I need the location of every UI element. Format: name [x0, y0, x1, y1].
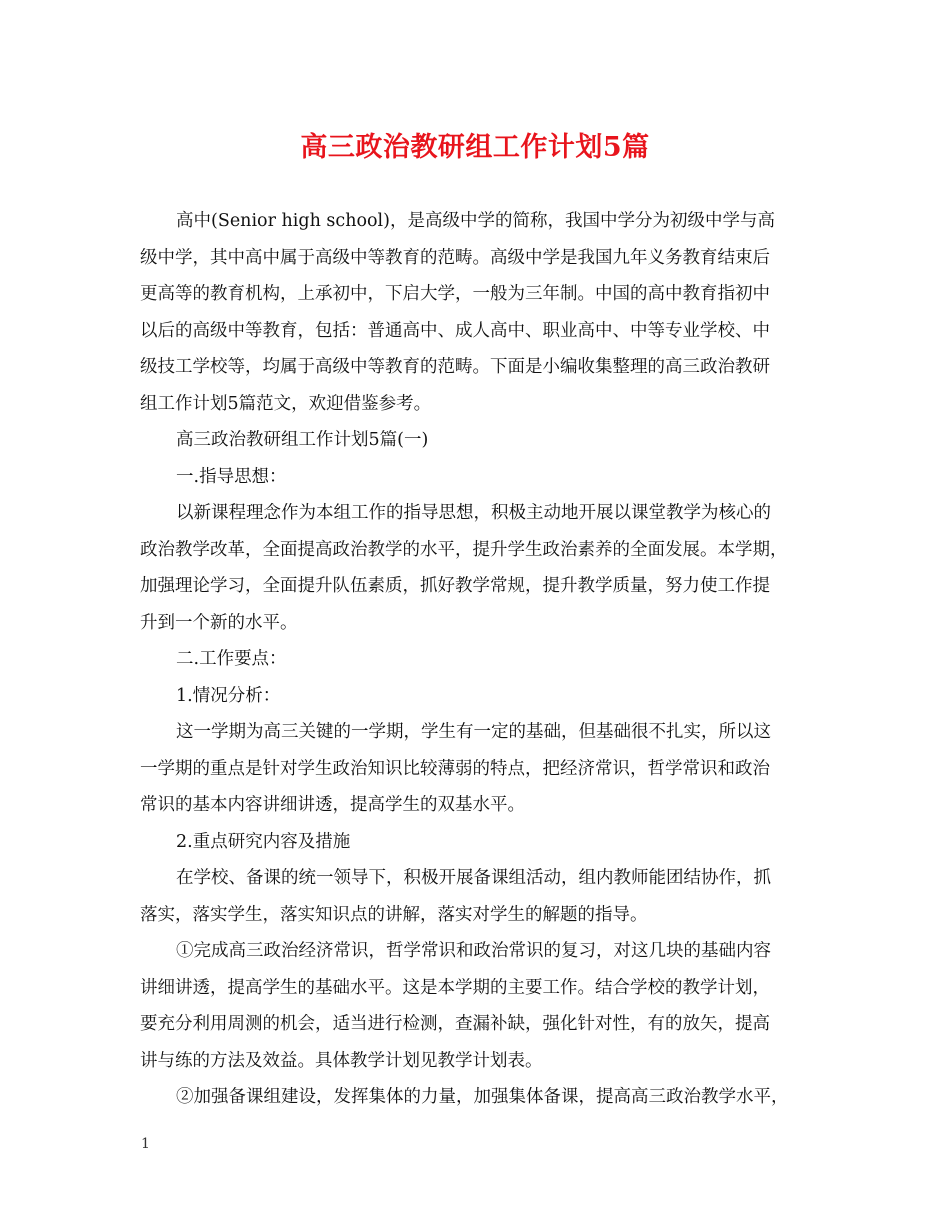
body-line: 2.重点研究内容及措施 [176, 831, 351, 852]
body-line: 讲细讲透，提高学生的基础水平。这是本学期的主要工作。结合学校的教学计划， [140, 977, 770, 998]
body-line: 落实，落实学生，落实知识点的讲解，落实对学生的解题的指导。 [140, 904, 648, 925]
body-line: 高中(Senior high school)，是高级中学的简称，我国中学分为初级中学与高 [176, 211, 775, 231]
body-line: 1.情况分析： [176, 685, 281, 706]
body-line: ①完成高三政治经济常识，哲学常识和政治常识的复习，对这几块的基础内容 [176, 941, 771, 961]
body-line: 在学校、备课的统一领导下，积极开展备课组活动，组内教师能团结协作，抓 [176, 868, 771, 888]
document-title: 高三政治教研组工作计划5篇 [300, 132, 650, 163]
body-line: 组工作计划5篇范文，欢迎借鉴参考。 [140, 393, 432, 414]
page-number: 1 [141, 1136, 150, 1152]
body-line: 级技工学校等，均属于高级中等教育的范畴。下面是小编收集整理的高三政治教研 [140, 357, 770, 377]
body-line: 这一学期为高三关键的一学期，学生有一定的基础，但基础很不扎实，所以这 [176, 722, 771, 742]
body-line: 加强理论学习，全面提升队伍素质，抓好教学常规，提升教学质量，努力使工作提 [140, 576, 770, 596]
body-line: 政治教学改革，全面提高政治教学的水平，提升学生政治素养的全面发展。本学期， [140, 539, 788, 560]
body-line: 要充分利用周测的机会，适当进行检测，查漏补缺，强化针对性，有的放矢，提高 [140, 1014, 770, 1034]
body-line: 二.工作要点： [176, 649, 287, 669]
body-line: 更高等的教育机构，上承初中，下启大学，一般为三年制。中国的高中教育指初中 [140, 284, 770, 304]
body-line: 一学期的重点是针对学生政治知识比较薄弱的特点，把经济常识，哲学常识和政治 [140, 758, 770, 779]
body-line: 常识的基本内容讲细讲透，提高学生的双基水平。 [140, 795, 525, 815]
body-line: 升到一个新的水平。 [140, 612, 298, 633]
document-body [140, 203, 815, 1116]
body-line: 以新课程理念作为本组工作的指导思想，积极主动地开展以课堂教学为核心的 [176, 503, 771, 523]
body-line: 一.指导思想： [176, 466, 287, 487]
body-line: 级中学，其中高中属于高级中等教育的范畴。高级中学是我国九年义务教育结束后 [140, 247, 770, 268]
body-line: 讲与练的方法及效益。具体教学计划见教学计划表。 [140, 1050, 543, 1071]
body-line: 高三政治教研组工作计划5篇(一) [176, 430, 429, 450]
body-line: 以后的高级中等教育，包括：普通高中、成人高中、职业高中、中等专业学校、中 [140, 320, 770, 341]
body-line: ②加强备课组建设，发挥集体的力量，加强集体备课，提高高三政治教学水平， [176, 1087, 789, 1107]
